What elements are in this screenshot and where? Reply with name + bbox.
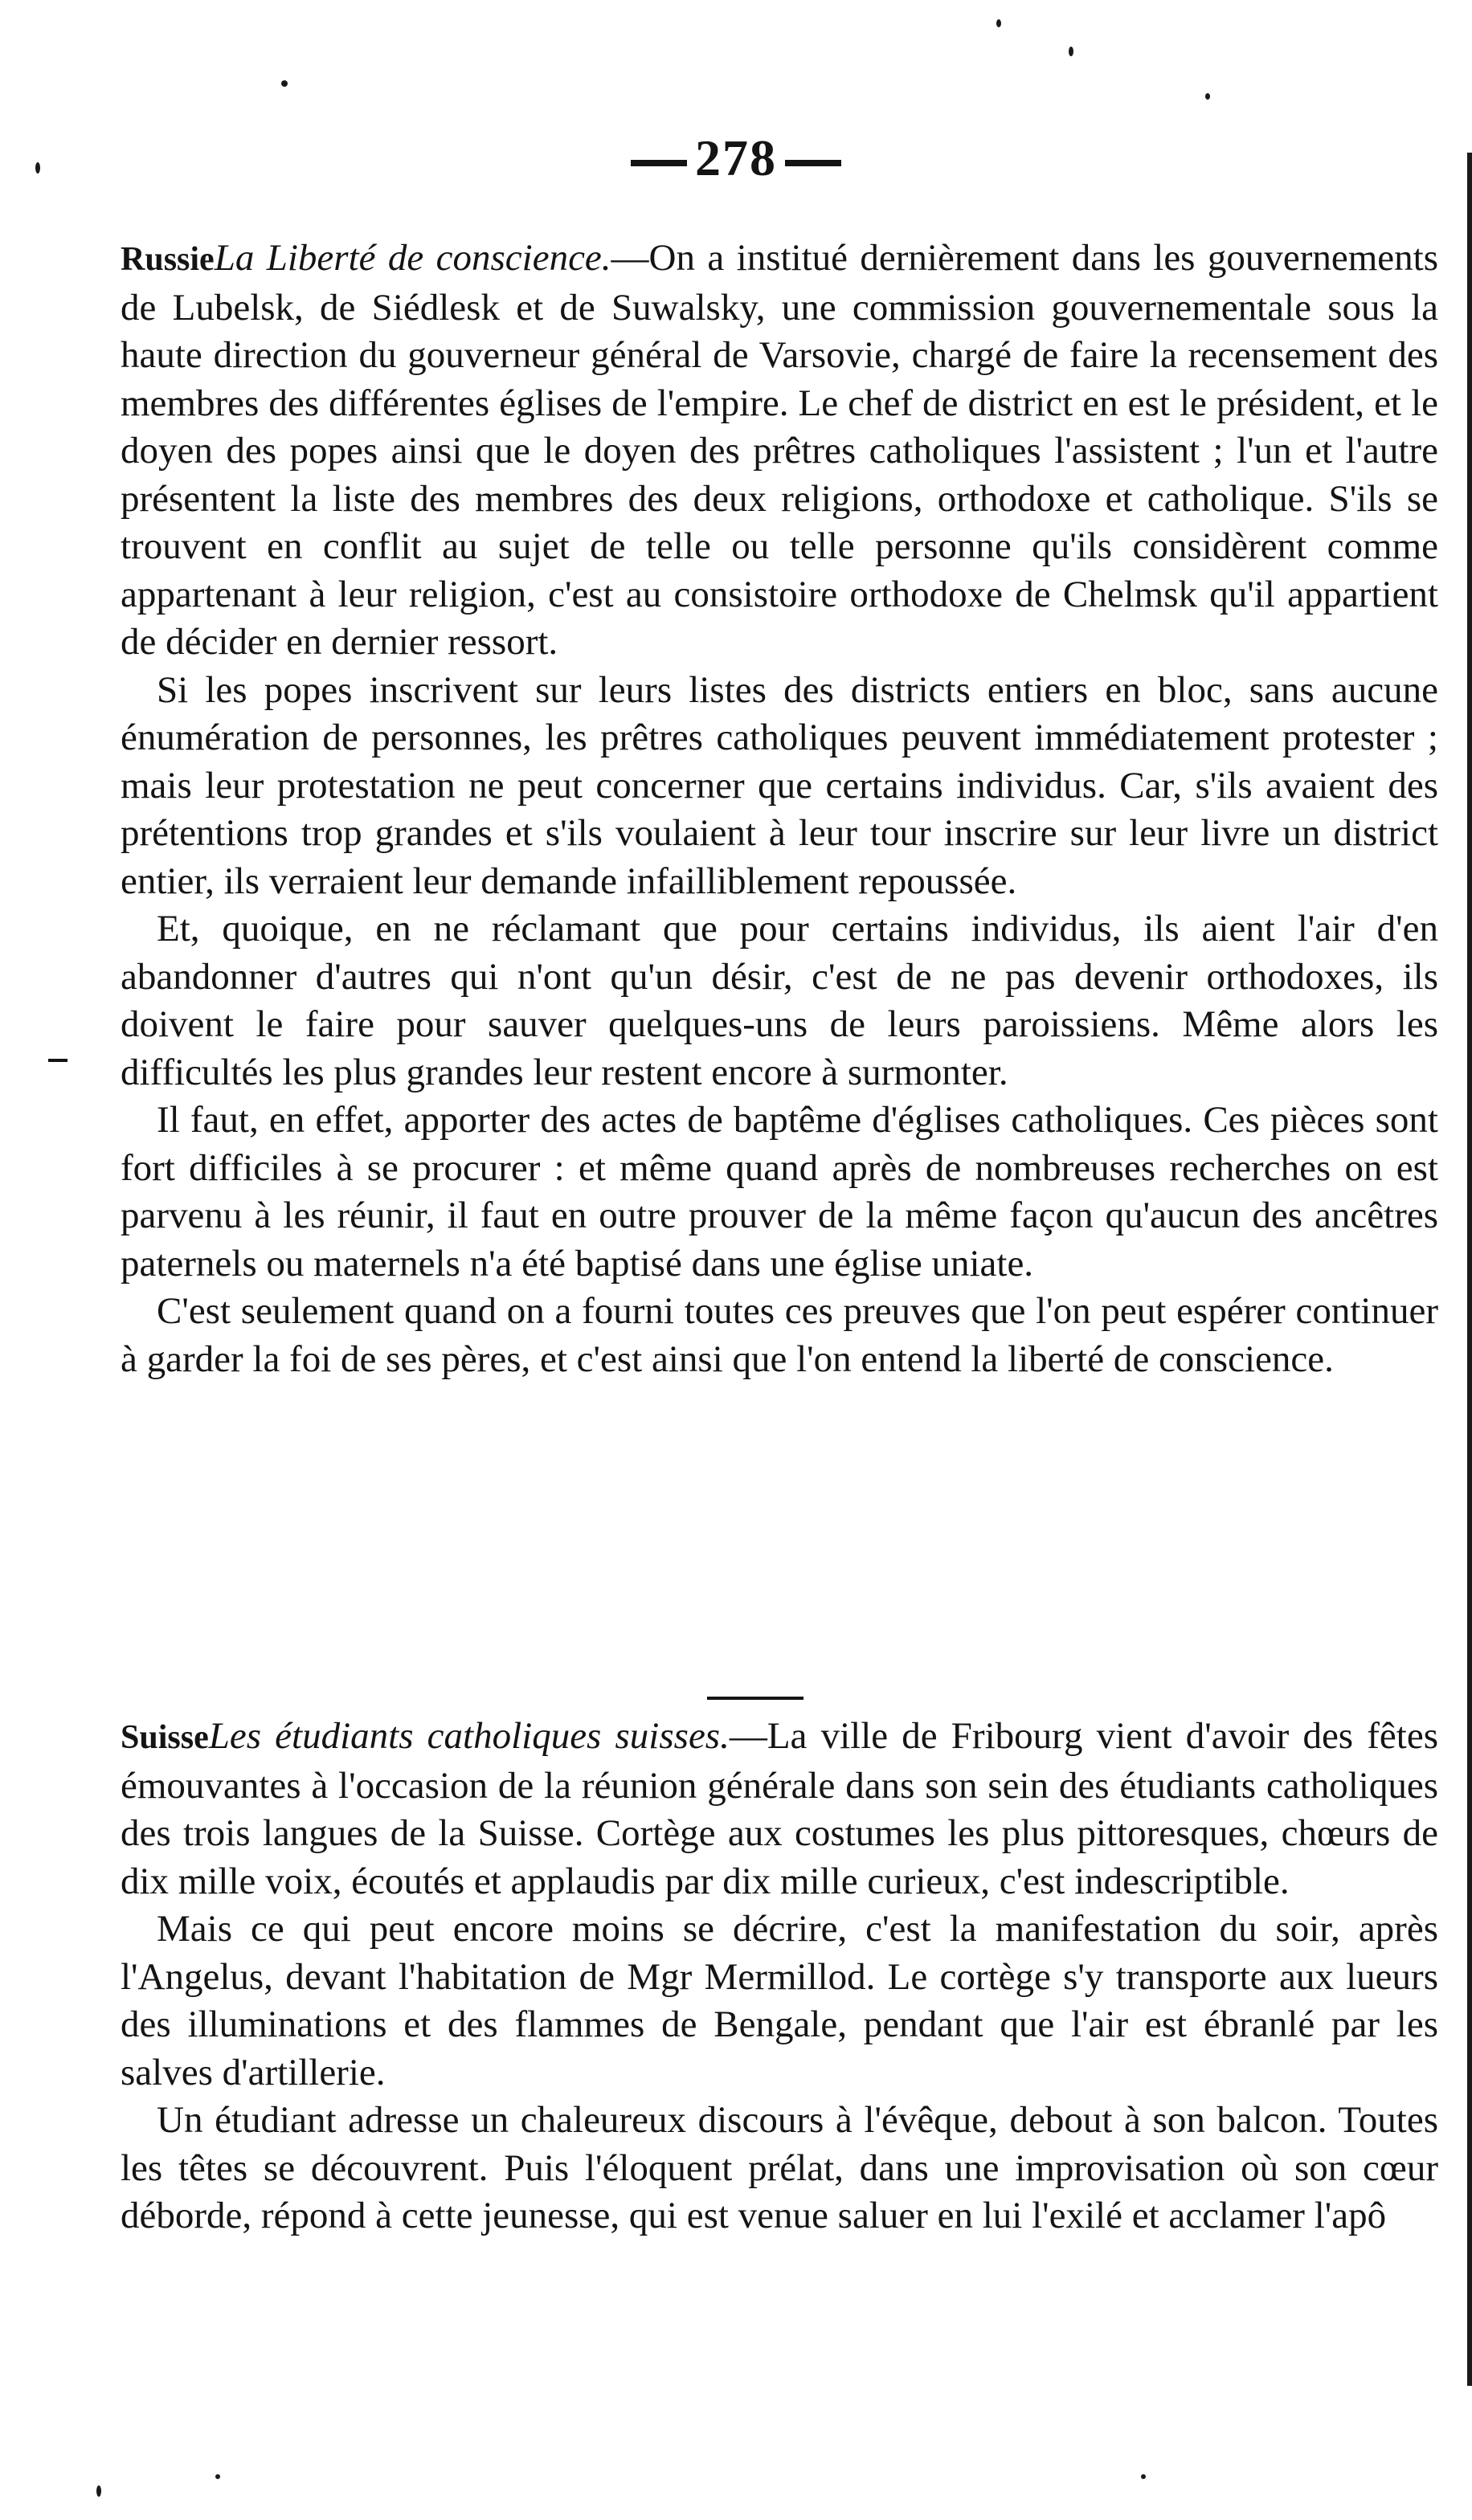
paragraph-text: —On a institué dernièrement dans les gouvernements de Lubelsk, de Siédlesk et de Suwalsky, une commission gouvernementale sous la haute direction du gouverneur général de Varsovie, chargé de faire la recensement des membres des différentes églises de l'empire. Le chef de district en est le président, et le doyen des popes ainsi que le doyen des prêtres catholiques l'assistent ; l'un et l'autre présentent la liste des membres des deux religions, orthodoxe et catholique. S'ils se trouvent en conflit au sujet de telle ou telle personne qu'ils considèrent comme appartenant à leur religion, c'est au consistoire orthodoxe de Chelmsk qu'il appartient de décider en dernier ressort.: [121, 237, 1438, 663]
scan-speck: [996, 19, 1001, 27]
page-edge-shadow: [1467, 153, 1472, 2386]
article-paragraph: Il faut, en effet, apporter des actes de baptême d'églises catholiques. Ces pièces sont fort difficiles à se procurer : et même quand après de nombreuses recherches on est parvenu à les réunir, il faut en outre prouver de la même façon qu'aucun des ancêtres paternels ou maternels n'a été baptisé dans une église uniate.: [121, 1099, 1438, 1285]
page-number: [0, 129, 1472, 188]
scan-speck: [35, 162, 40, 174]
article-paragraph: Un étudiant adresse un chaleureux discours à l'évêque, debout à son balcon. Toutes les têtes se découvrent. Puis l'éloquent prélat, dans une improvisation où son cœur déborde, répond à cette jeunesse, qui est venue saluer en lui l'exilé et acclamer l'apô: [121, 2099, 1438, 2236]
page-number-value: 278: [695, 129, 777, 186]
article-russie: [121, 235, 1438, 1383]
section-separator: [707, 1697, 803, 1700]
scan-speck: [96, 2485, 101, 2497]
page-number-dash-right: [785, 160, 841, 166]
article-country: Suisse: [121, 1719, 209, 1756]
scan-speck: [281, 80, 288, 87]
article-paragraph: [121, 1713, 1438, 1905]
page-number-dash-left: [631, 160, 687, 166]
margin-mark: [48, 1059, 67, 1062]
article-suisse: [121, 1713, 1438, 2240]
article-country: Russie: [121, 241, 215, 278]
paragraph-text: —La ville de Fribourg vient d'avoir des fêtes émouvantes à l'occasion de la réunion générale dans son sein des étudiants catholiques des trois langues de la Suisse. Cortège aux costumes les plus pittoresques, chœurs de dix mille voix, écoutés et applaudis par dix mille curieux, c'est indescriptible.: [121, 1715, 1438, 1902]
scan-speck: [1069, 47, 1073, 56]
article-paragraph: Et, quoique, en ne réclamant que pour certains individus, ils aient l'air d'en abandonner d'autres qui n'ont qu'un désir, c'est de ne pas devenir orthodoxes, ils doivent le faire pour sauver quelques-uns de leurs paroissiens. Même alors les difficultés les plus grandes leur restent encore à surmonter.: [121, 908, 1438, 1093]
article-paragraph: C'est seulement quand on a fourni toutes ces preuves que l'on peut espérer continuer à garder la foi de ses pères, et c'est ainsi que l'on entend la liberté de conscience.: [121, 1290, 1438, 1380]
scan-speck: [1205, 93, 1210, 100]
article-paragraph: Mais ce qui peut encore moins se décrire, c'est la manifestation du soir, après l'Angelus, devant l'habitation de Mgr Mermillod. Le cortège s'y transporte aux lueurs des illuminations et des flammes de Bengale, pendant que l'air est ébranlé par les salves d'artillerie.: [121, 1908, 1438, 2093]
scan-speck: [1141, 2474, 1146, 2479]
article-title: Les étudiants catholiques suisses.: [208, 1715, 730, 1757]
article-paragraph: [121, 235, 1438, 667]
article-title: La Liberté de conscience.: [214, 237, 611, 279]
article-paragraph: Si les popes inscrivent sur leurs listes des districts entiers en bloc, sans aucune énumération de personnes, les prêtres catholiques peuvent immédiatement protester ; mais leur protestation ne peut concerner que certains individus. Car, s'ils avaient des prétentions trop grandes et s'ils voulaient à leur tour inscrire sur leur livre un district entier, ils verraient leur demande infailliblement repoussée.: [121, 668, 1438, 902]
scan-speck: [215, 2474, 220, 2479]
